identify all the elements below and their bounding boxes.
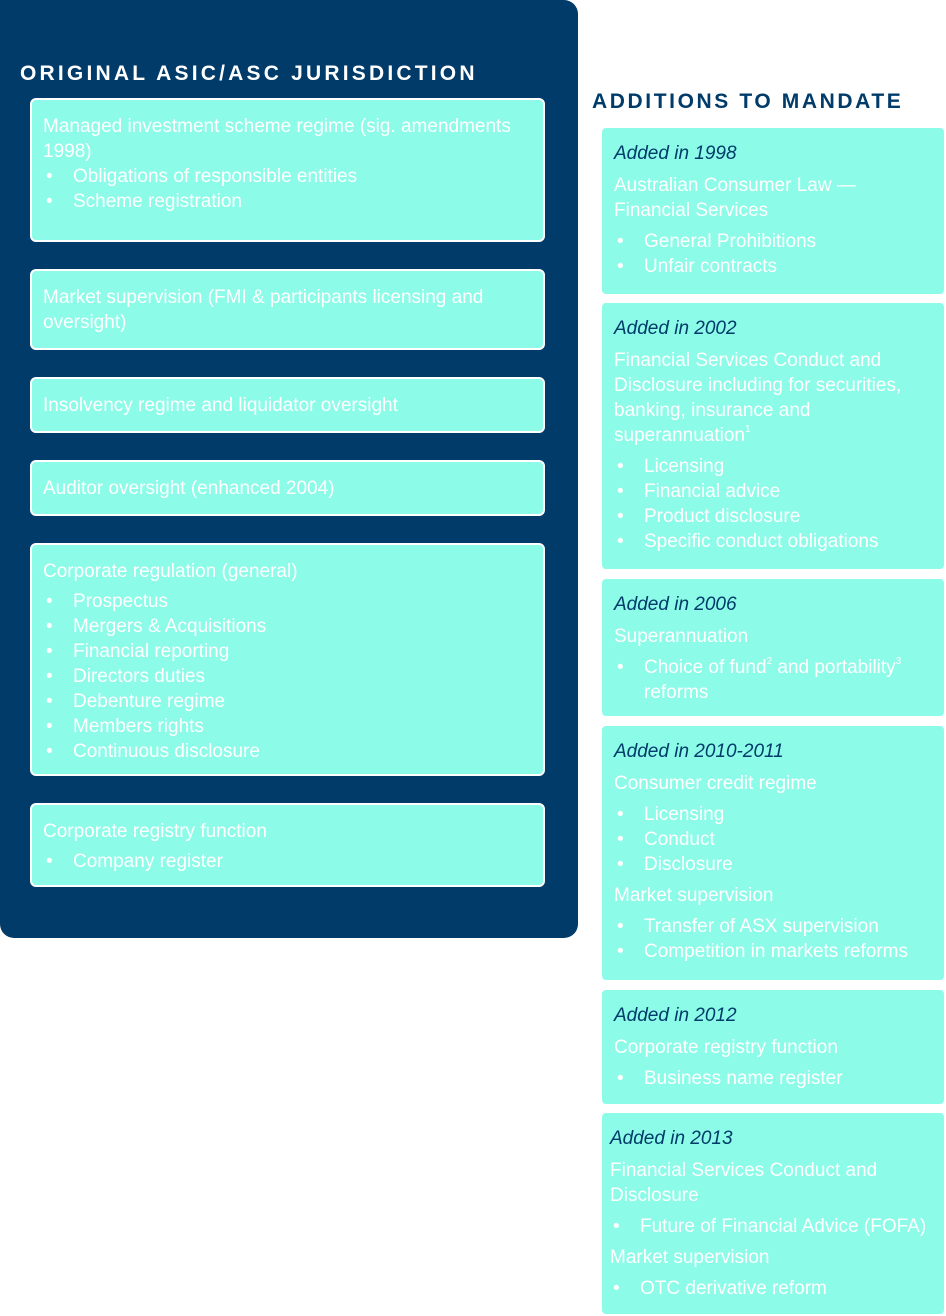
item-list [614,914,936,964]
box-corporate-registry [30,803,545,887]
list-item: • Licensing [614,454,936,479]
added-year-label: Added in 2010-2011 [614,741,784,762]
list-item: • OTC derivative reform [610,1276,942,1301]
section-title: Consumer credit regime [614,773,817,794]
item-list [43,164,531,214]
added-year-label: Added in 2002 [614,318,737,339]
list-item: • Debenture regime [43,689,531,714]
list-item: • Product disclosure [614,504,936,529]
list-item: • Financial reporting [43,639,531,664]
section-title: Market supervision [614,885,774,906]
item-text: and portability [772,657,896,678]
list-item: • Financial advice [614,479,936,504]
list-item: • Business name register [614,1066,936,1091]
section-title [614,348,936,448]
list-item: • Members rights [43,714,531,739]
list-item: • Conduct [614,827,936,852]
added-year-label: Added in 1998 [614,143,737,164]
list-item: • Licensing [614,802,936,827]
list-item: • Prospectus [43,589,531,614]
item-list [43,849,531,874]
section-title: Corporate registry function [614,1037,838,1058]
added-year-label: Added in 2013 [610,1128,733,1149]
box-market-supervision [30,269,545,350]
original-jurisdiction-panel [0,0,578,938]
list-item: • Unfair contracts [614,254,936,279]
item-text: Choice of fund [644,657,767,678]
list-item: • General Prohibitions [614,229,936,254]
list-item: • Continuous disclosure [43,739,531,764]
list-item: • Directors duties [43,664,531,689]
footnote-marker: 2 [766,656,773,667]
item-list [614,655,936,705]
box-added-2013 [600,1111,946,1316]
box-added-1998 [600,126,946,296]
section-title: Financial Services Conduct and Disclosure [610,1160,878,1206]
box-added-2010-2011 [600,724,946,982]
item-list [610,1214,942,1239]
box-title: Managed investment scheme regime (sig. amendments 1998) [43,116,511,162]
list-item: • Scheme registration [43,189,531,214]
box-added-2002 [600,301,946,571]
item-list [614,454,936,554]
list-item: • Disclosure [614,852,936,877]
section-title: Market supervision [610,1247,770,1268]
list-item: • Future of Financial Advice (FOFA) [610,1214,942,1239]
footnote-marker: 3 [895,656,902,667]
item-text: reforms [644,682,709,703]
added-year-label: Added in 2006 [614,594,737,615]
box-auditor-oversight [30,460,545,516]
section-title: Australian Consumer Law — Financial Services [614,175,856,221]
box-added-2006 [600,577,946,718]
item-list [610,1276,942,1301]
list-item: • Company register [43,849,531,874]
item-list [43,589,531,764]
section-title: Superannuation [614,626,749,647]
box-corporate-regulation [30,543,545,776]
box-title: Corporate registry function [43,821,267,842]
original-jurisdiction-heading: ORIGINAL ASIC/ASC JURISDICTION [20,62,478,85]
list-item: • Mergers & Acquisitions [43,614,531,639]
box-title: Auditor oversight (enhanced 2004) [43,478,335,499]
item-list [614,802,936,877]
section-title-text: Financial Services Conduct and Disclosure including for securities, banking, insurance and superannuation [614,350,902,446]
box-title: Insolvency regime and liquidator oversight [43,395,398,416]
box-title: Corporate regulation (general) [43,561,298,582]
list-item: • Transfer of ASX supervision [614,914,936,939]
box-managed-investment-scheme [30,98,545,242]
added-year-label: Added in 2012 [614,1005,737,1026]
item-list [614,229,936,279]
box-title: Market supervision (FMI & participants licensing and oversight) [43,287,484,333]
list-item [614,655,936,705]
list-item: • Competition in markets reforms [614,939,936,964]
box-added-2012 [600,988,946,1106]
footnote-marker: 1 [745,424,751,435]
list-item: • Obligations of responsible entities [43,164,531,189]
box-insolvency-regime [30,377,545,433]
item-list [614,1066,936,1091]
list-item: • Specific conduct obligations [614,529,936,554]
additions-to-mandate-heading: ADDITIONS TO MANDATE [592,90,904,113]
